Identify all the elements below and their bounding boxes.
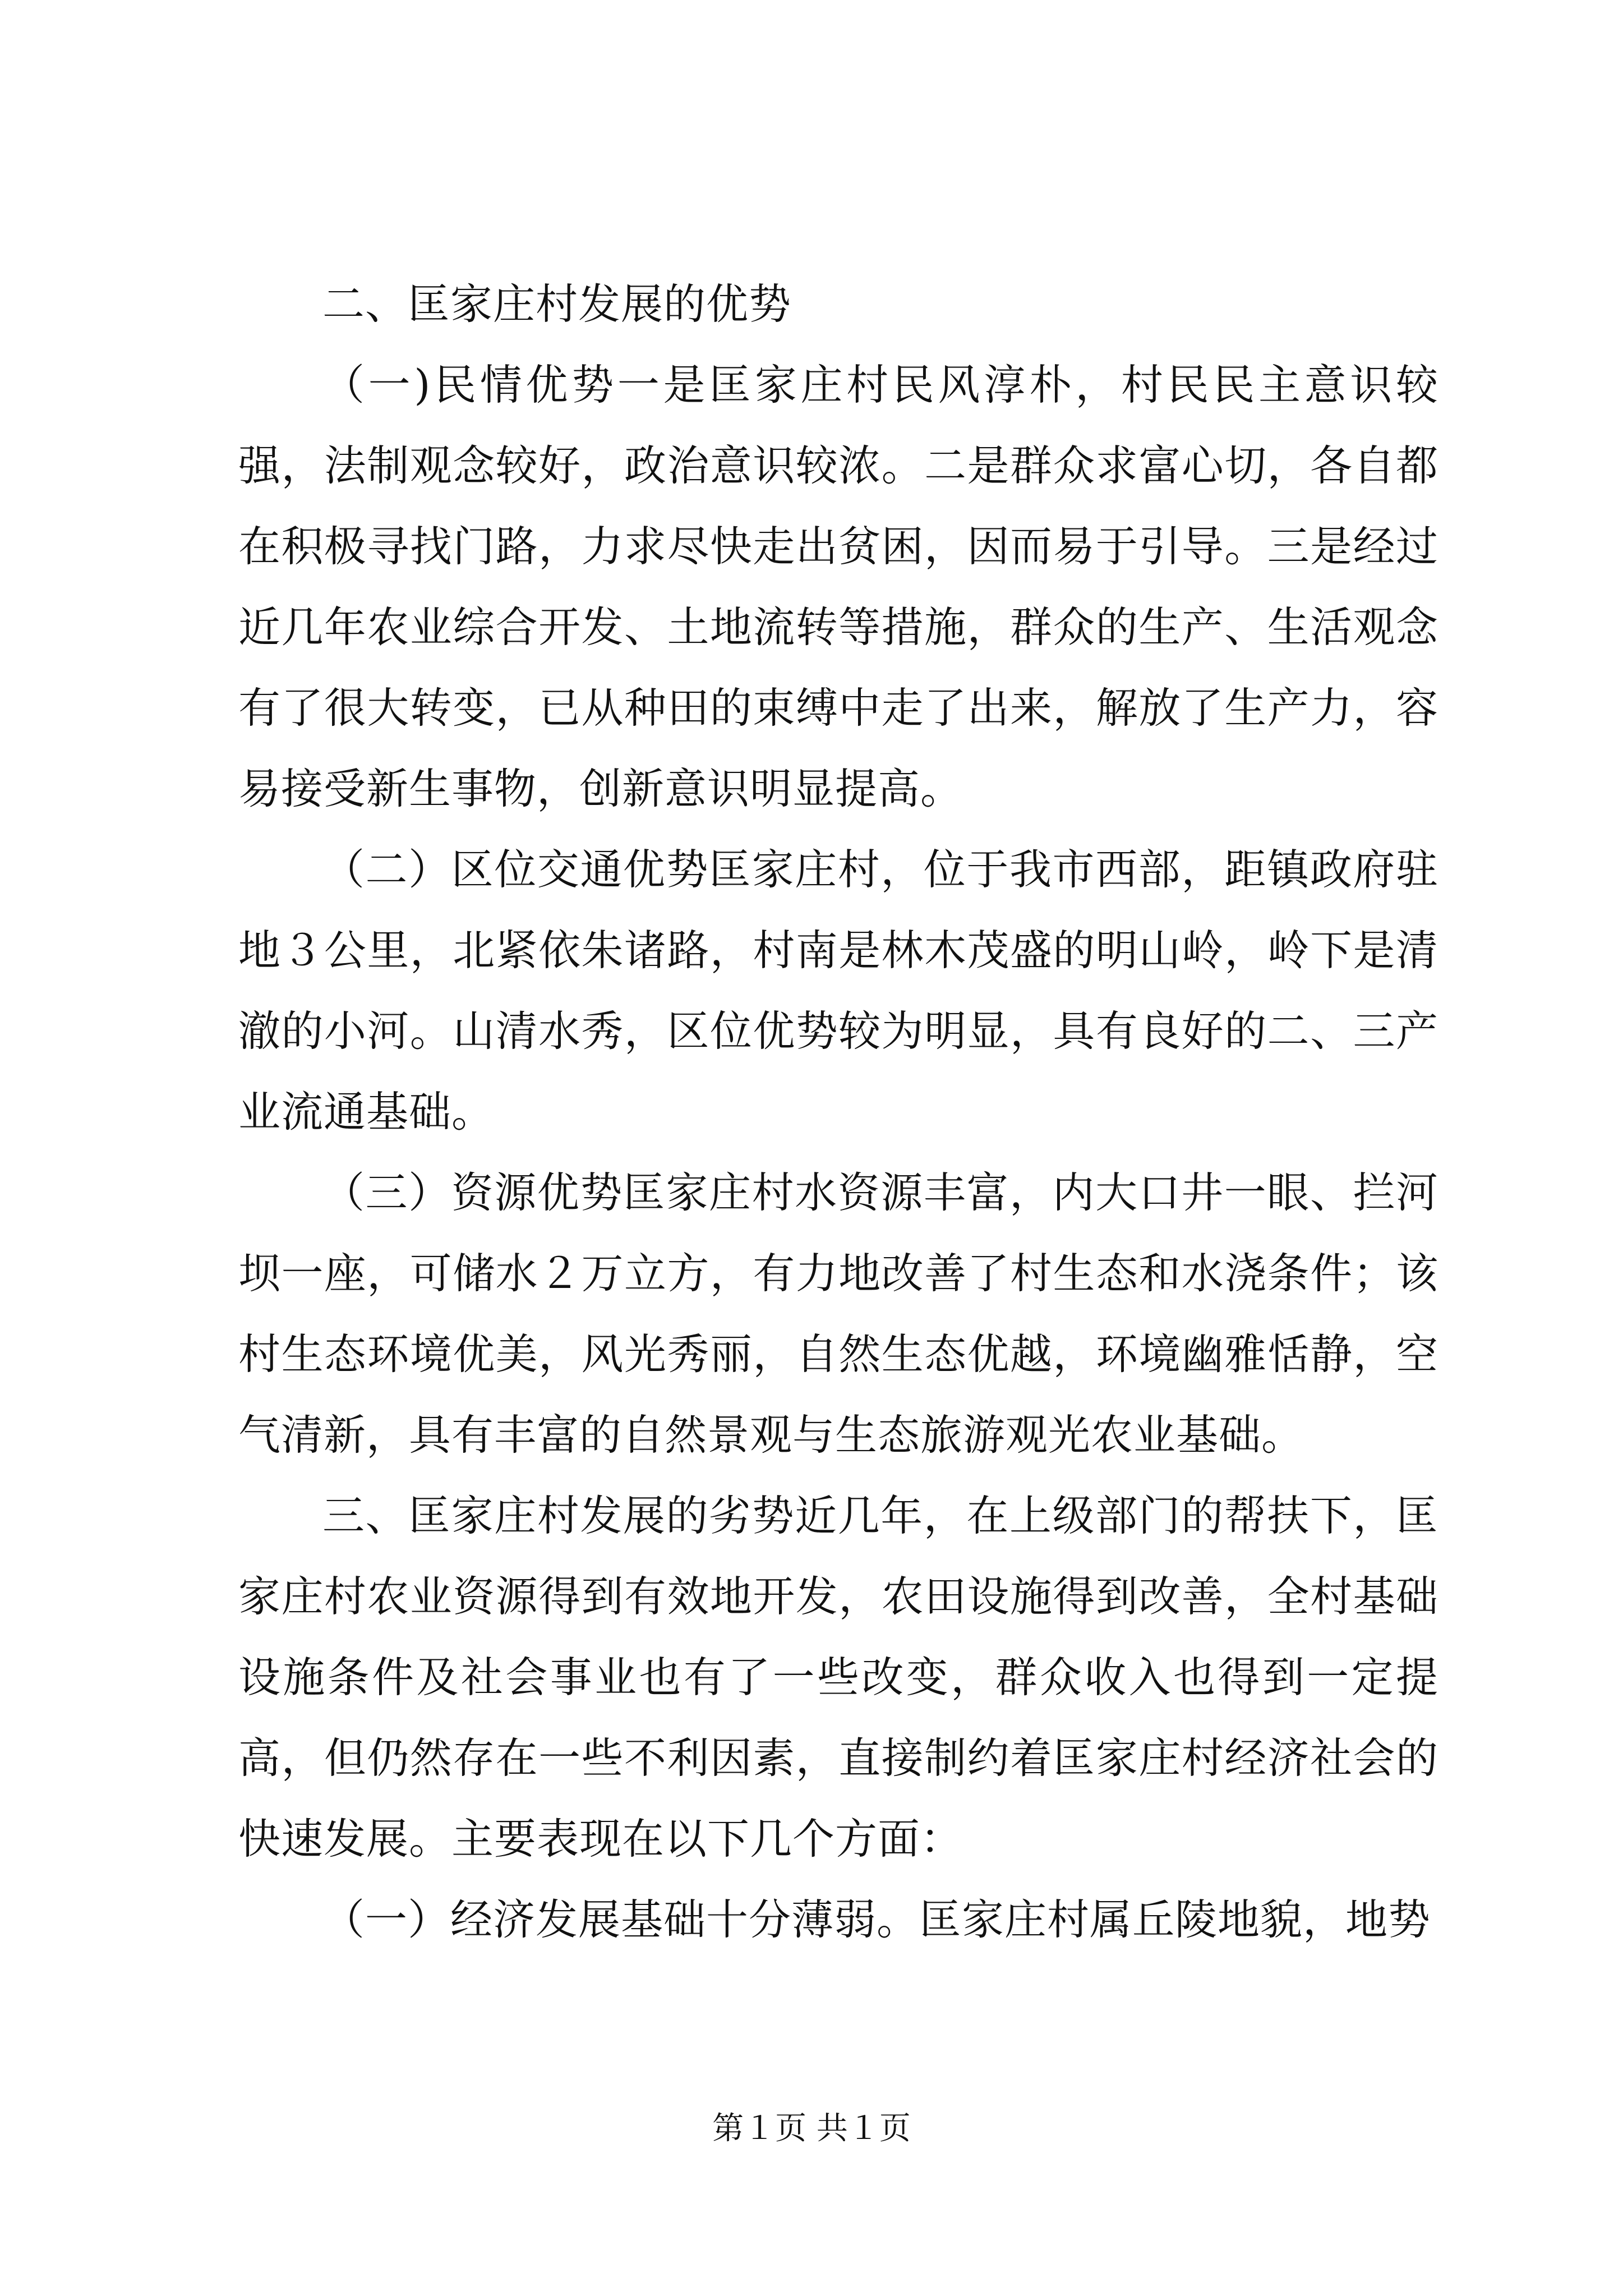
page-number-footer: 第１页 共１页	[712, 2110, 911, 2147]
paragraph-quwei: （二）区位交通优势匡家庄村，位于我市西部，距镇政府驻地３公里，北紧依朱诸路，村南是林木茂盛的明山岭，岭下是清澈的小河。山清水秀，区位优势较为明显，具有良好的二、三产业流通基础。	[238, 845, 1438, 1137]
section-heading: 二、匡家庄村发展的优势	[322, 279, 792, 329]
paragraph-jingji: （一）经济发展基础十分薄弱。匡家庄村属丘陵地貌，地势	[322, 1895, 1431, 1944]
document-body	[238, 264, 1438, 1960]
paragraph-ziyuan: （三）资源优势匡家庄村水资源丰富，内大口井一眼、拦河坝一座，可储水２万立方，有力地改善了村生态和水浇条件；该村生态环境优美，风光秀丽，自然生态优越，环境幽雅恬静，空气清新，具有丰富的自然景观与生态旅游观光农业基础。	[238, 1168, 1438, 1460]
paragraph-lieshi: 三、匡家庄村发展的劣势近几年，在上级部门的帮扶下，匡家庄村农业资源得到有效地开发，农田设施得到改善，全村基础设施条件及社会事业也有了一些改变，群众收入也得到一定提高，但仍然存在一些不利因素，直接制约着匡家庄村经济社会的快速发展。主要表现在以下几个方面：	[238, 1491, 1438, 1864]
paragraph-minqing: （一)民情优势一是匡家庄村民风淳朴，村民民主意识较强，法制观念较好，政治意识较浓。二是群众求富心切，各自都在积极寻找门路，力求尽快走出贫困，因而易于引导。三是经过近几年农业综合开发、土地流转等措施，群众的生产、生活观念有了很大转变，已从种田的束缚中走了出来，解放了生产力，容易接受新生事物，创新意识明显提高。	[238, 360, 1438, 813]
